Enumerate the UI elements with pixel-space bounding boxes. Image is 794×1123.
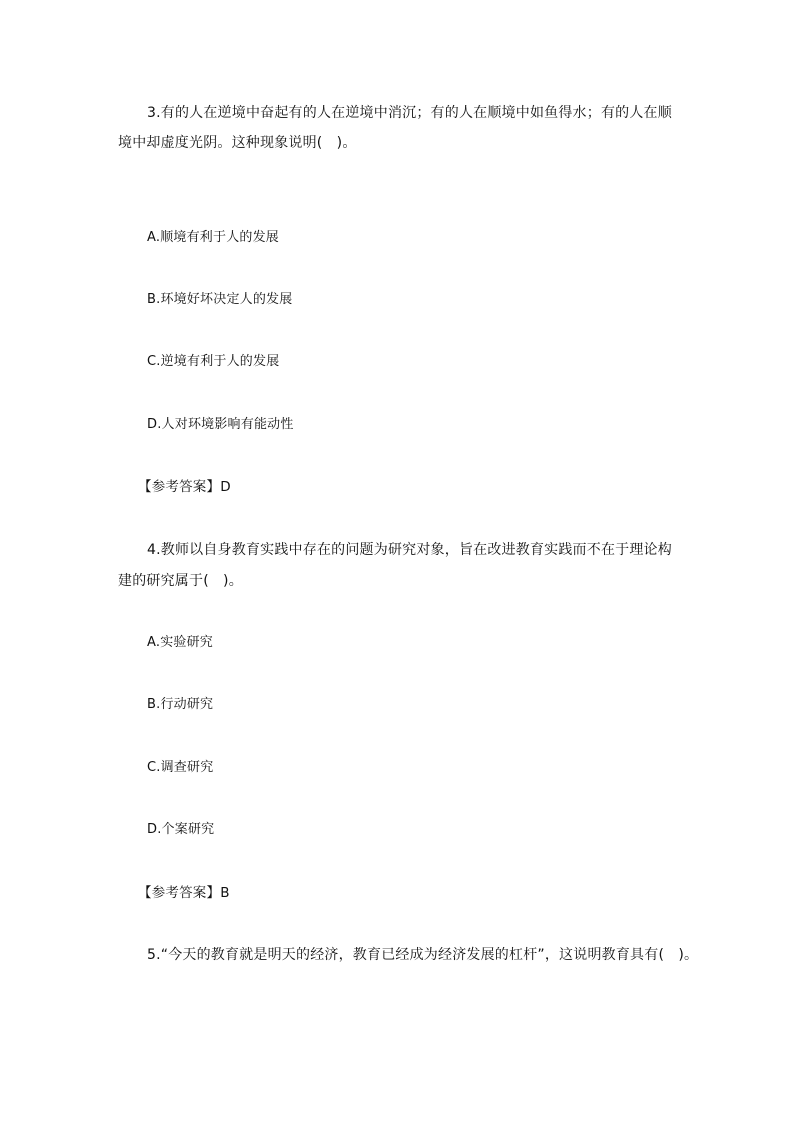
question-4-answer: 【参考答案】B <box>138 885 230 901</box>
question-3-option-c: C.逆境有利于人的发展 <box>147 354 280 369</box>
question-4-stem-line-1: 4.教师以自身教育实践中存在的问题为研究对象，旨在改进教育实践而不在于理论构 <box>147 542 672 558</box>
question-3-answer: 【参考答案】D <box>138 479 231 495</box>
question-4-option-c: C.调查研究 <box>147 760 214 775</box>
question-4-option-a: A.实验研究 <box>147 635 213 650</box>
question-4-option-b: B.行动研究 <box>147 697 214 712</box>
question-4-stem-line-2: 建的研究属于( )。 <box>118 573 243 589</box>
question-5-stem-line-1: 5.“今天的教育就是明天的经济，教育已经成为经济发展的杠杆”，这说明教育具有( )。 <box>147 947 699 963</box>
question-3-option-d: D.人对环境影响有能动性 <box>147 417 294 432</box>
question-3-option-a: A.顺境有利于人的发展 <box>147 230 279 245</box>
question-4-option-d: D.个案研究 <box>147 822 215 837</box>
question-3-stem-line-2: 境中却虚度光阴。这种现象说明( )。 <box>118 135 357 151</box>
question-3-option-b: B.环境好坏决定人的发展 <box>147 292 293 307</box>
question-3-stem-line-1: 3.有的人在逆境中奋起有的人在逆境中消沉；有的人在顺境中如鱼得水；有的人在顺 <box>147 105 672 121</box>
